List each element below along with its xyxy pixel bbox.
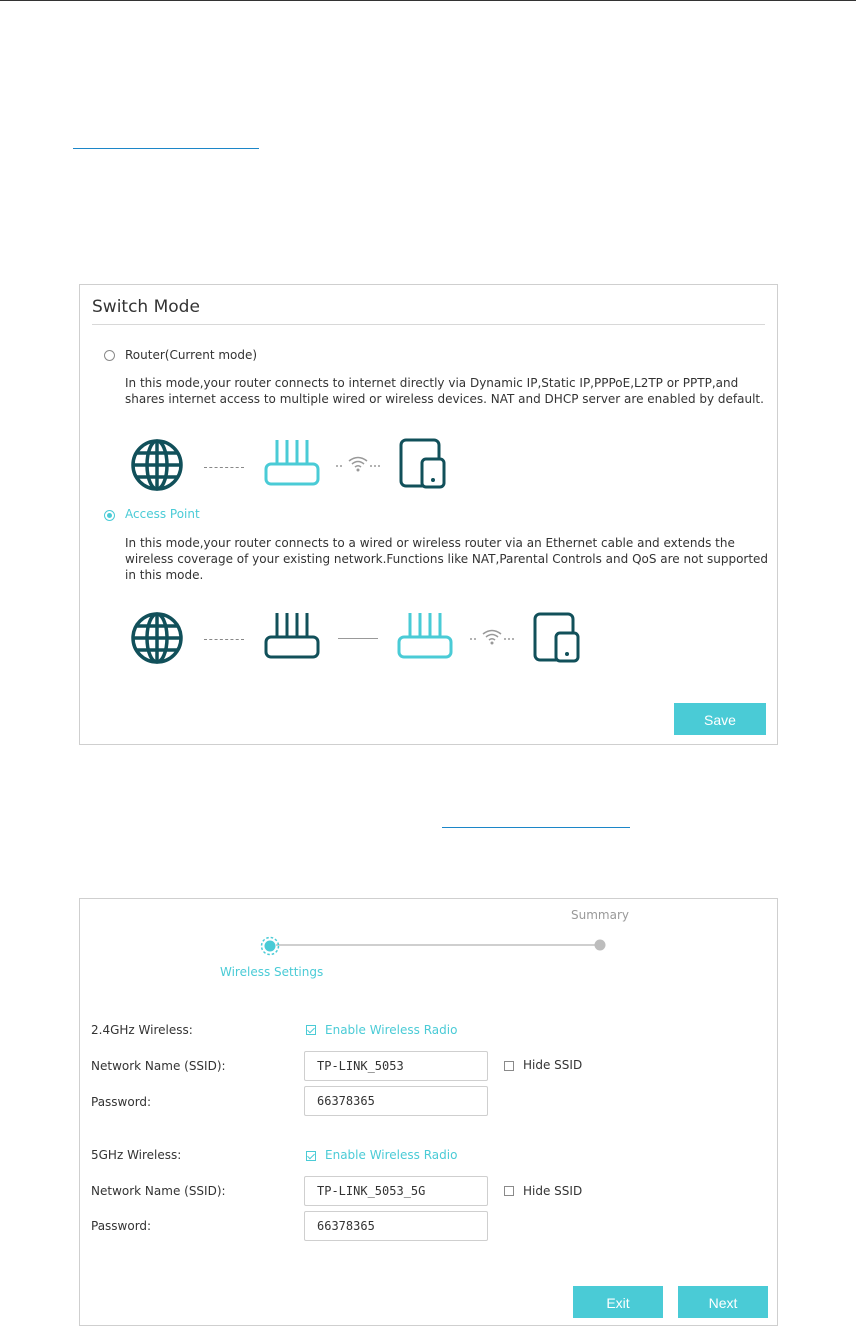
band-5-hide-ssid-checkbox[interactable] <box>504 1186 514 1196</box>
next-step-indicator <box>594 939 606 951</box>
current-step-indicator <box>260 936 280 956</box>
exit-button[interactable]: Exit <box>573 1286 663 1318</box>
wifi-signal-icon <box>470 628 514 646</box>
band-24-ssid-label: Network Name (SSID): <box>91 1059 226 1073</box>
band-24-enable-checkbox[interactable] <box>306 1025 316 1035</box>
hyperlink-underline[interactable] <box>442 827 630 828</box>
top-divider <box>0 0 856 1</box>
band-5-label: 5GHz Wireless: <box>91 1148 182 1162</box>
main-router-icon <box>263 610 321 660</box>
ethernet-cable-line <box>338 638 378 639</box>
access-point-radio[interactable] <box>104 510 115 521</box>
band-24-password-input[interactable] <box>304 1086 488 1116</box>
router-mode-label[interactable]: Router(Current mode) <box>125 348 258 362</box>
router-icon <box>263 437 321 487</box>
access-point-label[interactable]: Access Point <box>125 507 200 521</box>
band-24-ssid-input[interactable] <box>304 1051 488 1081</box>
switch-mode-panel <box>79 284 778 745</box>
next-button[interactable]: Next <box>678 1286 768 1318</box>
wireless-settings-panel <box>79 898 778 1326</box>
band-5-hide-ssid-label[interactable]: Hide SSID <box>523 1184 583 1198</box>
access-point-router-icon <box>396 610 454 660</box>
hyperlink-underline[interactable] <box>73 148 259 149</box>
divider <box>92 324 765 325</box>
router-mode-radio[interactable] <box>104 350 115 361</box>
save-button[interactable]: Save <box>674 703 766 735</box>
connection-dots <box>204 467 244 468</box>
band-5-enable-checkbox[interactable] <box>306 1151 316 1161</box>
band-5-enable-label[interactable]: Enable Wireless Radio <box>325 1148 458 1162</box>
step-wireless-settings-label: Wireless Settings <box>220 965 324 979</box>
connection-dots <box>204 639 244 640</box>
access-point-description: In this mode,your router connects to a wired or wireless router via an Ethernet cable and extends the wireless coverage of your existing network.Functions like NAT,Parental Controls and QoS are not supported in this mode. <box>125 536 769 582</box>
band-5-ssid-label: Network Name (SSID): <box>91 1184 226 1198</box>
globe-icon <box>130 611 184 665</box>
panel-title: Switch Mode <box>92 297 200 317</box>
devices-icon <box>532 611 584 665</box>
band-24-label: 2.4GHz Wireless: <box>91 1023 193 1037</box>
wifi-signal-icon <box>336 455 380 473</box>
band-5-password-label: Password: <box>91 1219 152 1233</box>
step-summary-label: Summary <box>571 908 629 922</box>
band-24-password-label: Password: <box>91 1095 152 1109</box>
router-mode-description: In this mode,your router connects to internet directly via Dynamic IP,Static IP,PPPoE,L2TP or PPTP,and shares internet access to multiple wired or wireless devices. NAT and DHCP server are enabled by default. <box>125 376 764 406</box>
devices-icon <box>398 437 450 491</box>
band-24-enable-label[interactable]: Enable Wireless Radio <box>325 1023 458 1037</box>
band-5-password-input[interactable] <box>304 1211 488 1241</box>
globe-icon <box>130 438 184 492</box>
band-24-hide-ssid-label[interactable]: Hide SSID <box>523 1058 583 1072</box>
band-24-hide-ssid-checkbox[interactable] <box>504 1061 514 1071</box>
band-5-ssid-input[interactable] <box>304 1176 488 1206</box>
progress-track <box>276 944 600 946</box>
